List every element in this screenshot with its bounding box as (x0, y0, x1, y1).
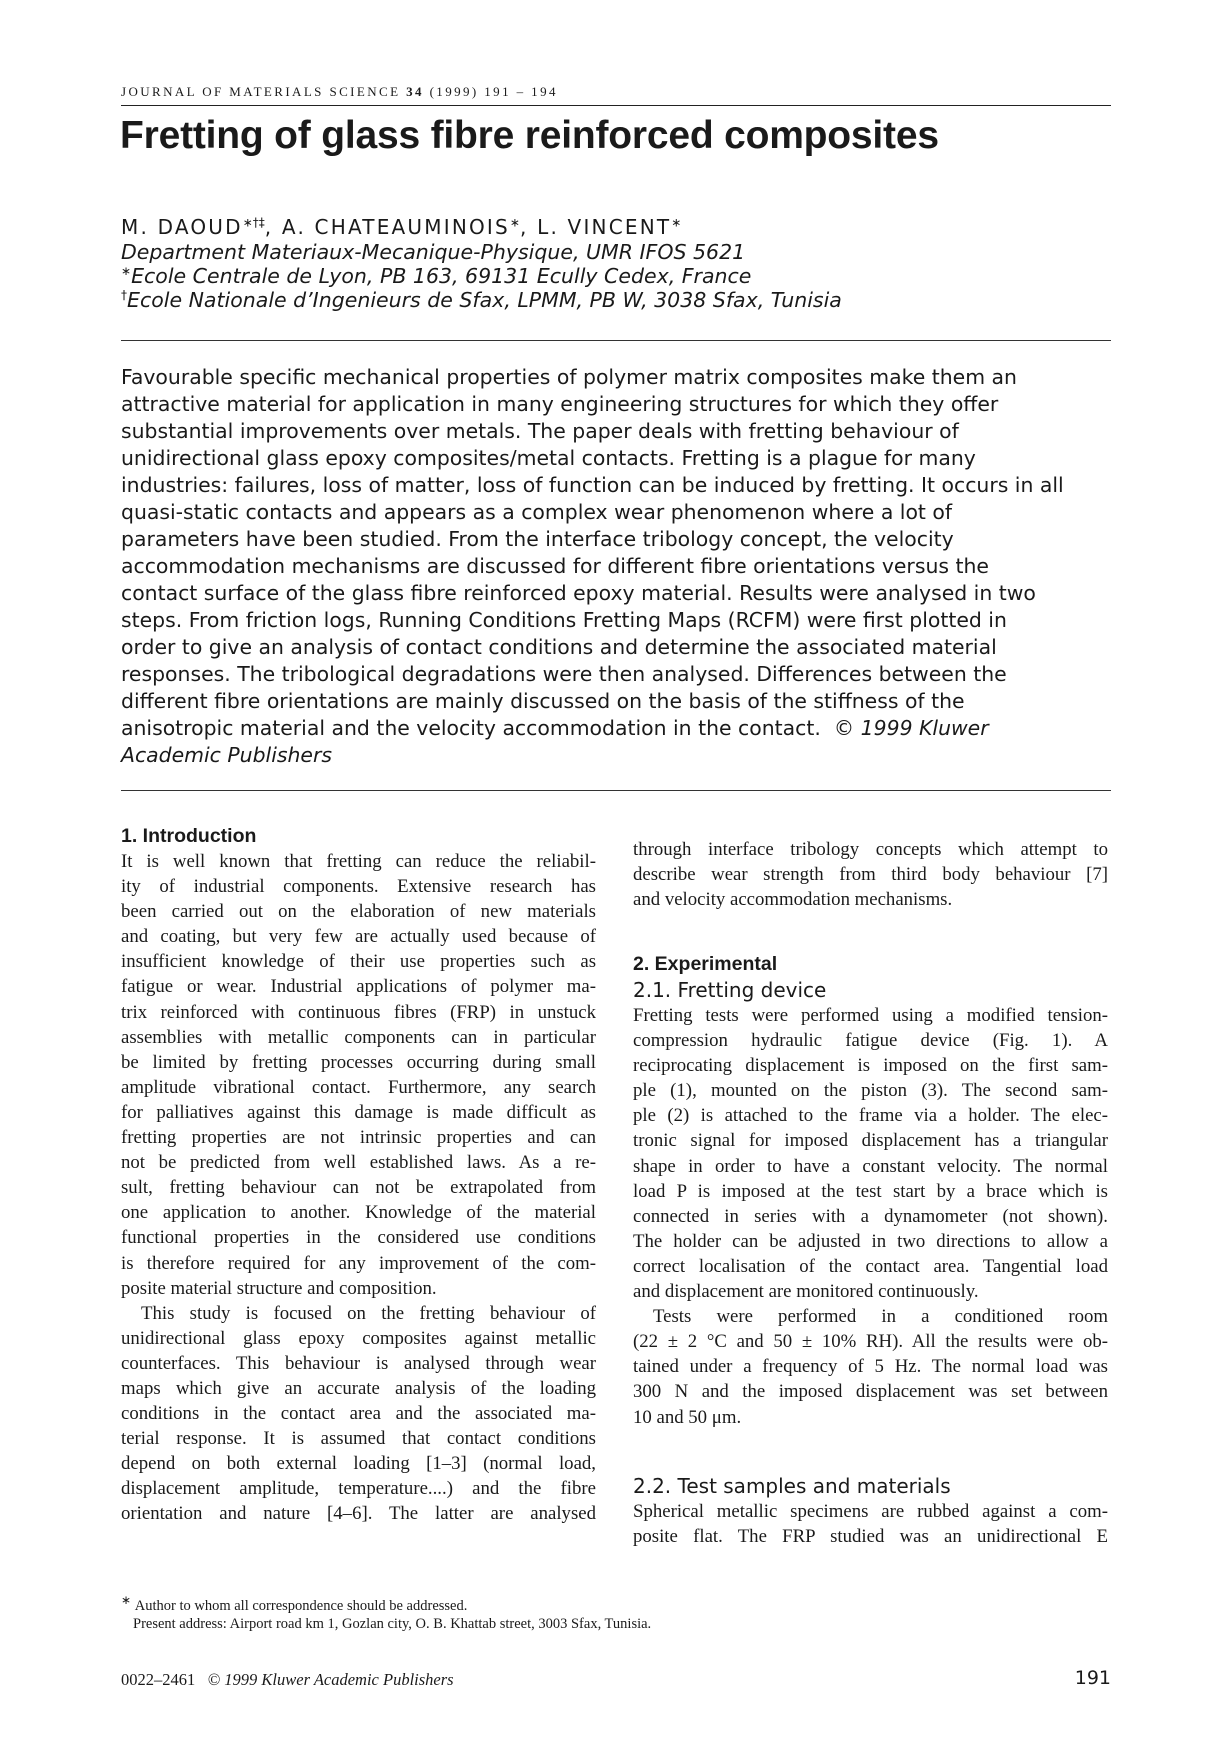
abstract-line: substantial improvements over metals. The paper deals with fretting behaviour of (121, 419, 959, 443)
text-line: correct localisation of the contact area. Tangential load (633, 1255, 1108, 1277)
right-column-materials (633, 1473, 1108, 1549)
footer-copyright: © 1999 Kluwer Academic Publishers (207, 1670, 454, 1689)
text-line: not be predicted from well established laws. As a re- (121, 1152, 596, 1174)
page-number: 191 (1074, 1667, 1111, 1689)
section-heading: 2. Experimental (633, 953, 778, 975)
abstract-line: Favourable specific mechanical properties of polymer matrix composites make them an (121, 365, 1017, 389)
text-line: insufficient knowledge of their use properties such as (121, 951, 596, 973)
text-line: Tests were performed in a conditioned room (653, 1306, 1108, 1328)
footnote-text: Author to whom all correspondence should be addressed. (134, 1597, 468, 1614)
text-line: assemblies with metallic components can in particular (121, 1026, 596, 1048)
text-line: tronic signal for imposed displacement has a triangular (633, 1130, 1108, 1152)
text-line: shape in order to have a constant velocity. The normal (633, 1155, 1108, 1177)
left-column (121, 824, 596, 1527)
footnote-2: Present address: Airport road km 1, Gozlan city, O. B. Khattab street, 3003 Sfax, Tunisia. (133, 1616, 652, 1632)
text-line: trix reinforced with continuous fibres (FRP) in unstuck (121, 1001, 596, 1023)
footnote-mark: ∗ (121, 1593, 132, 1607)
abstract-publisher: Academic Publishers (121, 743, 332, 767)
text-line: for palliatives against this damage is made difficult as (121, 1101, 596, 1123)
author-mark: ∗ (671, 215, 682, 230)
text-line: compression hydraulic fatigue device (Fig. 1). A (633, 1030, 1108, 1052)
abstract-line: responses. The tribological degradations were then analysed. Differences between the (121, 662, 1007, 686)
subsection-heading: 2.1. Fretting device (633, 978, 827, 1002)
footnote-1 (121, 1593, 467, 1615)
abstract-line: order to give an analysis of contact conditions and determine the associated material (121, 635, 997, 659)
abstract (121, 364, 1113, 769)
text-line: ity of industrial components. Extensive research has (121, 876, 596, 898)
abstract-line (121, 715, 1113, 742)
affiliation-sfax (121, 288, 842, 312)
abstract-rule-bottom (121, 790, 1111, 791)
text-line: tained under a frequency of 5 Hz. The normal load was (633, 1356, 1108, 1378)
text-line: displacement amplitude, temperature....) and the fibre (121, 1478, 596, 1500)
header-rule (121, 105, 1111, 106)
section-heading: 1. Introduction (121, 825, 257, 847)
text-line: depend on both external loading [1–3] (normal load, (121, 1453, 596, 1475)
text-line: through interface tribology concepts which attempt to (633, 839, 1108, 860)
abstract-line: different fibre orientations are mainly discussed on the basis of the stiffness of the (121, 689, 965, 713)
footer-left (121, 1670, 454, 1690)
text-line: been carried out on the elaboration of new materials (121, 901, 596, 923)
text-line: posite flat. The FRP studied was an unidirectional E (633, 1526, 1108, 1548)
affiliation-text: Ecole Centrale de Lyon, PB 163, 69131 Ecully Cedex, France (131, 264, 752, 288)
affiliation-dept: Department Materiaux-Mecanique-Physique, UMR IFOS 5621 (121, 240, 746, 264)
abstract-line: quasi-static contacts and appears as a complex wear phenomenon where a lot of (121, 500, 953, 524)
author-name: M. DAOUD (121, 215, 243, 239)
text-line: 10 and 50 μm. (633, 1406, 742, 1428)
abstract-line: steps. From friction logs, Running Conditions Fretting Maps (RCFM) were first plotted in (121, 608, 1007, 632)
abstract-line: unidirectional glass epoxy composites/metal contacts. Fretting is a plague for many (121, 446, 976, 470)
text-line: conditions in the contact area and the associated ma- (121, 1403, 596, 1425)
abstract-line: accommodation mechanisms are discussed for different fibre orientations versus the (121, 554, 989, 578)
right-column-top (633, 837, 1108, 912)
text-line: is therefore required for any improvement of the com- (121, 1252, 596, 1274)
journal-header (121, 84, 558, 100)
text-line: fretting properties are not intrinsic properties and can (121, 1127, 596, 1149)
text-line: load P is imposed at the test start by a brace which is (633, 1180, 1108, 1202)
journal-year-pages: (1999) 191 – 194 (429, 84, 558, 99)
abstract-line: contact surface of the glass fibre reinforced epoxy material. Results were analysed in two (121, 581, 1036, 605)
author-name: , A. CHATEAUMINOIS (264, 215, 510, 239)
journal-volume: 34 (406, 84, 424, 99)
abstract-copyright: © 1999 Kluwer (833, 716, 989, 740)
text-line: orientation and nature [4–6]. The latter are analysed (121, 1503, 596, 1525)
text-line: It is well known that fretting can reduce the reliabil- (121, 851, 596, 872)
text-line: amplitude vibrational contact. Furthermore, any search (121, 1076, 596, 1098)
text-line: be limited by fretting processes occurring during small (121, 1051, 596, 1073)
text-line: ple (1), mounted on the piston (3). The second sam- (633, 1080, 1108, 1102)
text-line: Fretting tests were performed using a modified tension- (633, 1005, 1108, 1026)
affiliation-mark: ∗ (121, 264, 132, 279)
affiliation-text: Ecole Nationale d’Ingenieurs de Sfax, LPMM, PB W, 3038 Sfax, Tunisia (127, 288, 842, 312)
text-line: and displacement are monitored continuously. (633, 1281, 979, 1303)
text-line: maps which give an accurate analysis of the loading (121, 1377, 596, 1399)
footer-issn: 0022–2461 (121, 1670, 196, 1689)
text-line: and coating, but very few are actually used because of (121, 926, 596, 948)
text-line: reciprocating displacement is imposed on the first sam- (633, 1055, 1108, 1077)
text-line: describe wear strength from third body behaviour [7] (633, 864, 1108, 886)
text-line: connected in series with a dynamometer (not shown). (633, 1205, 1108, 1227)
text-line: counterfaces. This behaviour is analysed through wear (121, 1352, 596, 1374)
affiliation-mark: † (121, 288, 127, 303)
text-line: unidirectional glass epoxy composites against metallic (121, 1327, 596, 1349)
abstract-rule-top (121, 340, 1111, 341)
text-line: This study is focused on the fretting behaviour of (141, 1302, 596, 1324)
author-list (121, 215, 681, 239)
text-line: ple (2) is attached to the frame via a holder. The elec- (633, 1105, 1108, 1127)
text-line: Spherical metallic specimens are rubbed against a com- (633, 1501, 1108, 1522)
author-mark: ∗ (509, 215, 520, 230)
text-line: 300 N and the imposed displacement was set between (633, 1381, 1108, 1403)
text-line: one application to another. Knowledge of the material (121, 1202, 596, 1224)
abstract-line: attractive material for application in many engineering structures for which they offer (121, 392, 999, 416)
right-column-experimental (633, 952, 1108, 1430)
text-line: and velocity accommodation mechanisms. (633, 889, 953, 911)
abstract-text: anisotropic material and the velocity accommodation in the contact. (121, 716, 821, 740)
text-line: fatigue or wear. Industrial applications of polymer ma- (121, 976, 596, 998)
text-line: (22 ± 2 °C and 50 ± 10% RH). All the results were ob- (633, 1331, 1108, 1353)
paper-title: Fretting of glass fibre reinforced composites (120, 114, 939, 157)
text-line: terial response. It is assumed that contact conditions (121, 1428, 596, 1450)
text-line: functional properties in the considered use conditions (121, 1227, 596, 1249)
abstract-line: parameters have been studied. From the interface tribology concept, the velocity (121, 527, 954, 551)
text-line: The holder can be adjusted in two directions to allow a (633, 1230, 1108, 1252)
author-name: , L. VINCENT (519, 215, 672, 239)
author-mark: ∗†‡ (242, 215, 265, 230)
affiliation-ecl (121, 264, 751, 288)
text-line: posite material structure and composition. (121, 1277, 437, 1299)
text-line: sult, fretting behaviour can not be extrapolated from (121, 1177, 596, 1199)
subsection-heading: 2.2. Test samples and materials (633, 1474, 951, 1498)
journal-name: JOURNAL OF MATERIALS SCIENCE (121, 84, 401, 99)
abstract-line: industries: failures, loss of matter, loss of function can be induced by fretting. It occurs in all (121, 473, 1064, 497)
